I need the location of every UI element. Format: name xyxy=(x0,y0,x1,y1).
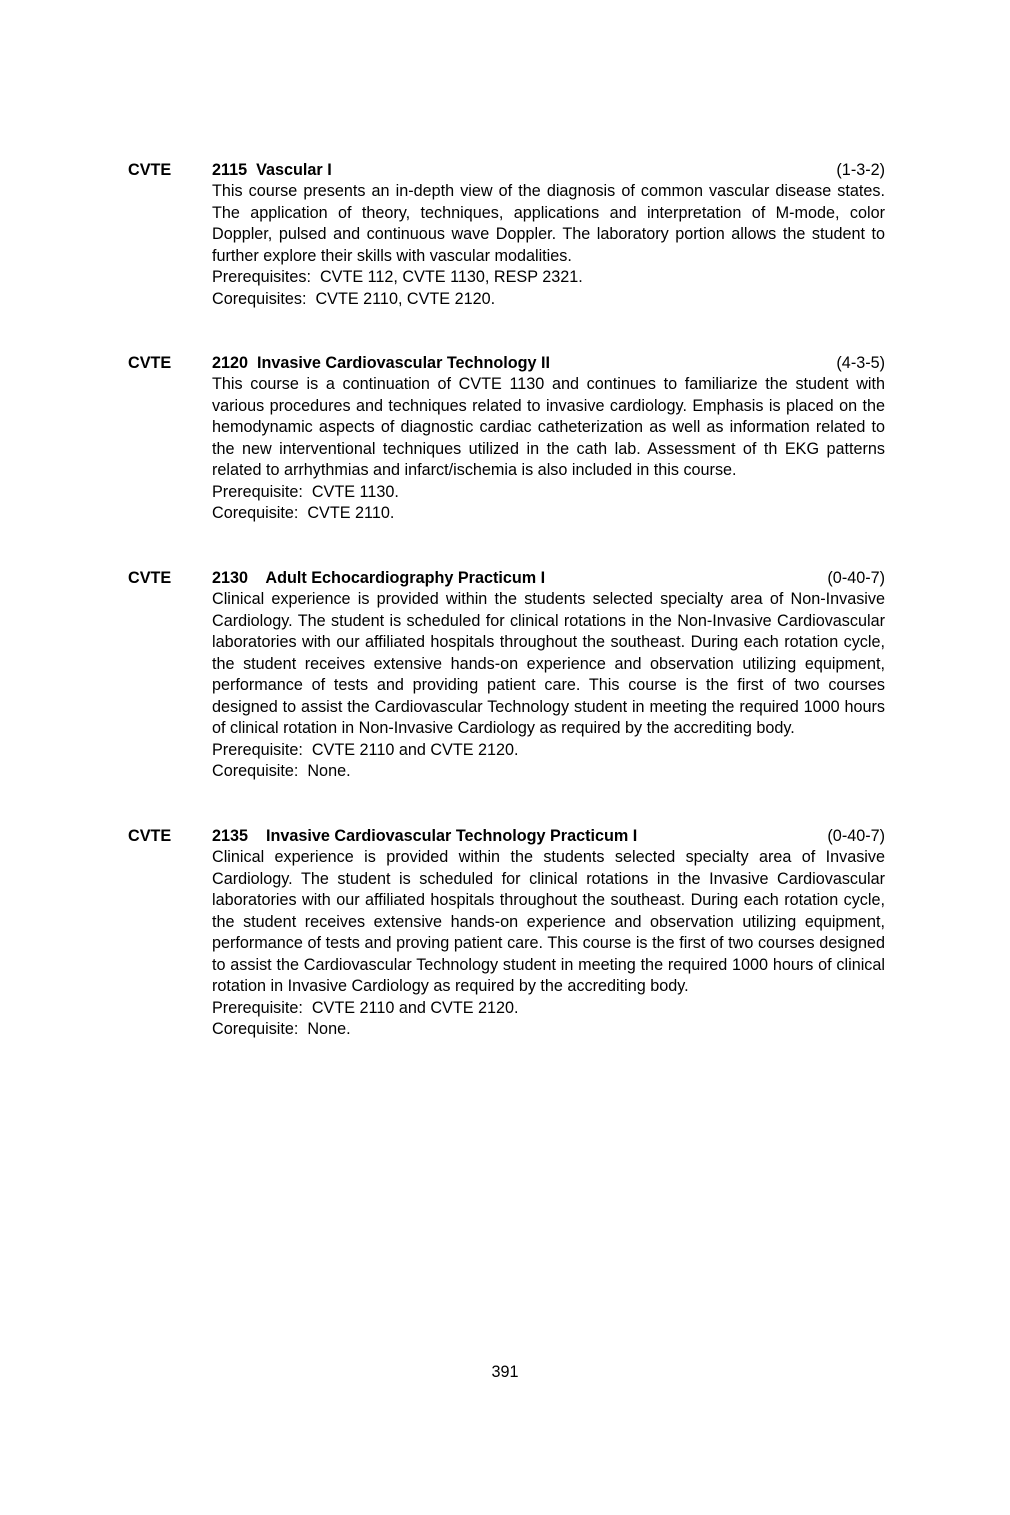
course-prerequisite: Prerequisites: CVTE 112, CVTE 1130, RESP 2321. xyxy=(212,268,583,286)
page-number: 391 xyxy=(491,1363,519,1381)
course-prerequisite: Prerequisite: CVTE 1130. xyxy=(212,482,399,501)
course-body xyxy=(212,847,885,1041)
course-header xyxy=(128,352,885,374)
course-entry-cvte-2130 xyxy=(128,567,885,783)
course-body xyxy=(212,181,885,310)
course-description: Clinical experience is provided within the students selected specialty area of Invasive Cardiology. The student is scheduled for clinical rotations in the Invasive Cardiovascular laboratories with our affiliated hospitals throughout the southeast. During each rotation cycle, the student receives extensive hands-on experience and observation utilizing equipment, performance of tests and proving patient care. This course is the first of two courses designed to assist the Cardiovascular Technology student in meeting the required 1000 hours of clinical rotation in Invasive Cardiology as required by the accrediting body. xyxy=(212,848,885,995)
course-dept: CVTE xyxy=(128,569,172,587)
course-header xyxy=(128,825,885,847)
course-prerequisite: Prerequisite: CVTE 2110 and CVTE 2120. xyxy=(212,998,519,1017)
course-credits: (1-3-2) xyxy=(836,161,885,179)
course-corequisite: Corequisite: None. xyxy=(212,1020,351,1038)
course-number-title: 2135 Invasive Cardiovascular Technology Practicum I xyxy=(212,827,638,845)
course-credits: (0-40-7) xyxy=(827,827,885,845)
course-description: This course is a continuation of CVTE 1130 and continues to familiarize the student with various procedures and techniques related to invasive cardiology. Emphasis is placed on the hemodynamic aspects of diagnostic cardiac catheterization as well as information related to the new interventional techniques utilized in the cath lab. Assessment of th EKG patterns related to arrhythmias and infarct/ischemia is also included in this course. xyxy=(212,375,885,479)
course-header xyxy=(128,159,885,181)
course-number-title: 2115 Vascular I xyxy=(212,161,332,179)
course-entry-cvte-2135 xyxy=(128,825,885,1041)
course-entry-cvte-2115 xyxy=(128,159,885,310)
course-corequisite: Corequisites: CVTE 2110, CVTE 2120. xyxy=(212,289,496,308)
course-dept: CVTE xyxy=(128,161,172,179)
course-number-title: 2120 Invasive Cardiovascular Technology II xyxy=(212,354,550,372)
course-body xyxy=(212,374,885,525)
course-dept: CVTE xyxy=(128,354,172,372)
course-corequisite: Corequisite: CVTE 2110. xyxy=(212,504,395,522)
course-description: This course presents an in-depth view of the diagnosis of common vascular disease states. The application of theory, techniques, applications and interpretation of M-mode, color Doppler, pulsed and continuous wave Doppler. The laboratory portion allows the student to further explore their skills with vascular modalities. xyxy=(212,182,885,265)
course-number-title: 2130 Adult Echocardiography Practicum I xyxy=(212,569,546,587)
course-body xyxy=(212,589,885,783)
course-description: Clinical experience is provided within the students selected specialty area of Non-Invasive Cardiology. The student is scheduled for clinical rotations in the Non-Invasive Cardiovascular laboratories with our affiliated hospitals throughout the southeast. During each rotation cycle, the student receives extensive hands-on experience and observation utilizing equipment, performance of tests and providing patient care. This course is the first of two courses designed to assist the Cardiovascular Technology student in meeting the required 1000 hours of clinical rotation in Non-Invasive Cardiology as required by the accrediting body. xyxy=(212,590,885,737)
course-header xyxy=(128,567,885,589)
course-entry-cvte-2120 xyxy=(128,352,885,525)
course-corequisite: Corequisite: None. xyxy=(212,762,351,780)
course-dept: CVTE xyxy=(128,827,172,845)
course-prerequisite: Prerequisite: CVTE 2110 and CVTE 2120. xyxy=(212,740,519,759)
course-credits: (0-40-7) xyxy=(827,569,885,587)
course-credits: (4-3-5) xyxy=(836,354,885,372)
